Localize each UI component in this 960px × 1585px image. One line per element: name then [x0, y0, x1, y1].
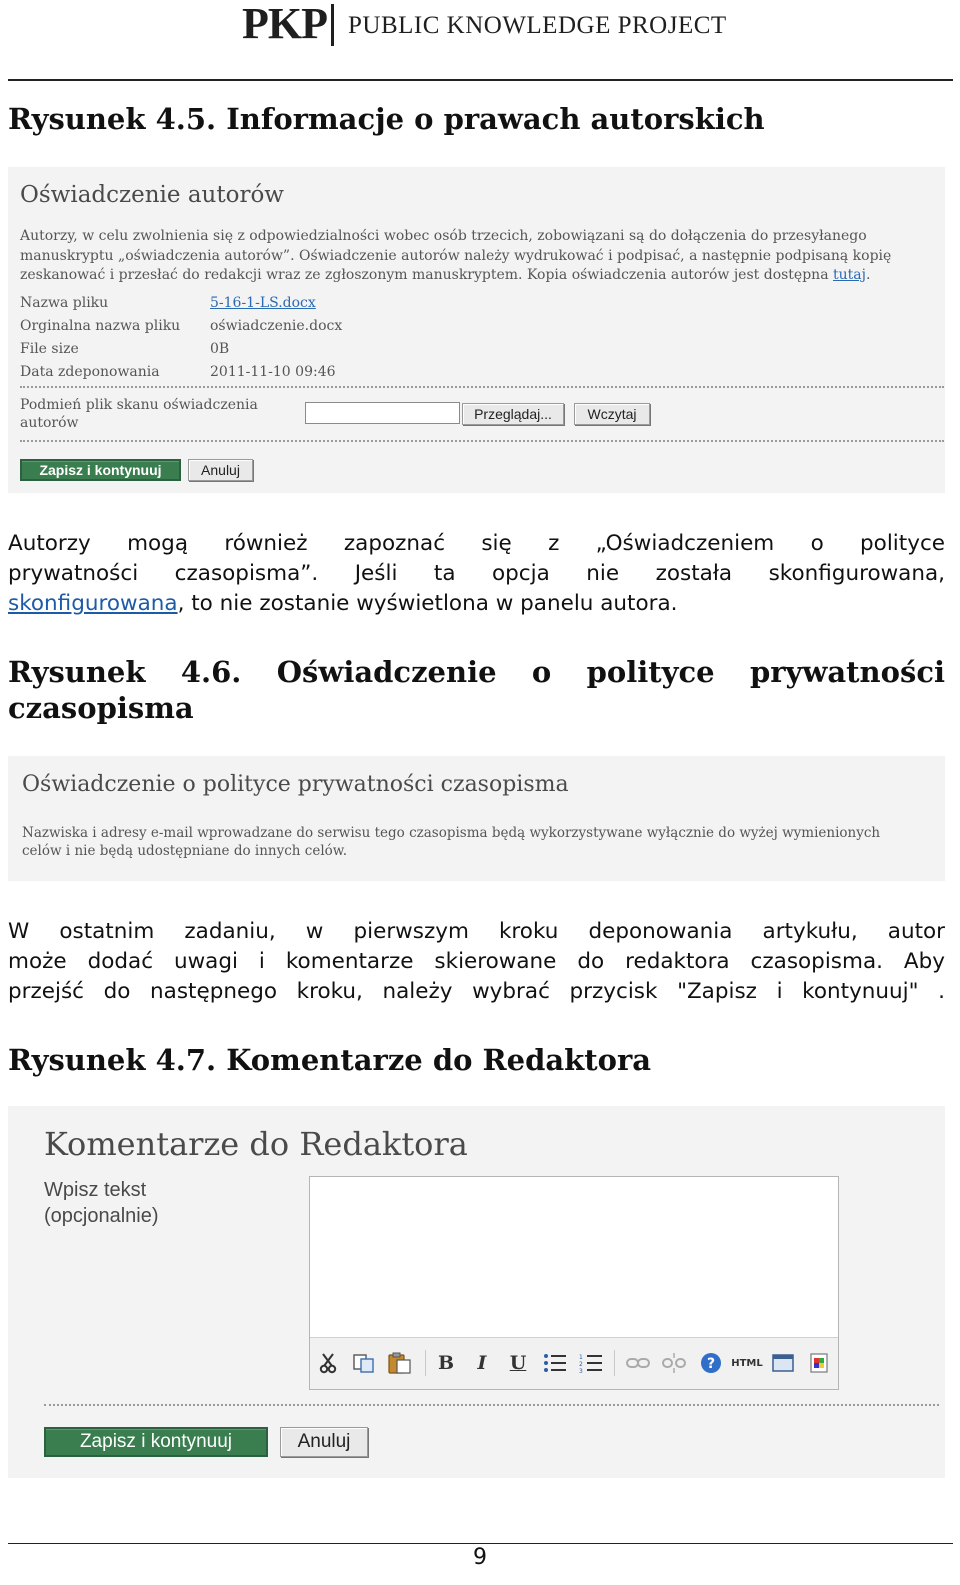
bold-icon[interactable]: B	[437, 1352, 455, 1374]
field-label-original-name: Orginalna nazwa pliku	[20, 318, 181, 334]
configured-link[interactable]: skonfigurowana	[8, 591, 178, 616]
figure-4-6-title: Rysunek 4.6. Oświadczenie o polityce prywatności	[8, 655, 945, 689]
paragraph-line: przejść do następnego kroku, należy wybrać przycisk "Zapisz i kontynuuj" .	[8, 979, 945, 1004]
replace-label-line: Podmień plik skanu oświadczenia	[20, 397, 258, 413]
paste-icon[interactable]	[386, 1349, 414, 1377]
comments-label-line: Wpisz tekst	[44, 1179, 147, 1201]
svg-text:1: 1	[579, 1354, 583, 1361]
cut-icon[interactable]	[317, 1349, 339, 1377]
cancel-button[interactable]: Anuluj	[280, 1427, 368, 1457]
paragraph-line: prywatności czasopisma”. Jeśli ta opcja nie została skonfigurowana,	[8, 561, 945, 586]
field-value-date: 2011-11-10 09:46	[210, 364, 336, 380]
cancel-button[interactable]: Anuluj	[188, 459, 253, 481]
figure-4-6-title-cont: czasopisma	[8, 691, 194, 725]
paragraph-comments-intro	[8, 917, 945, 1007]
comments-label-line: (opcjonalnie)	[44, 1205, 159, 1227]
section-divider	[44, 1404, 939, 1406]
section-divider	[20, 386, 944, 388]
authors-statement-title: Oświadczenie autorów	[20, 182, 284, 208]
upload-button[interactable]: Wczytaj	[574, 403, 650, 425]
comments-label	[44, 1177, 159, 1229]
fullscreen-icon[interactable]	[770, 1349, 796, 1377]
field-label-file-size: File size	[20, 341, 79, 357]
org-name: PUBLIC KNOWLEDGE PROJECT	[348, 12, 727, 39]
editor-comments-title: Komentarze do Redaktora	[44, 1125, 468, 1163]
svg-text:2: 2	[579, 1361, 583, 1368]
page-number: 9	[473, 1545, 487, 1570]
logo-divider	[331, 4, 334, 46]
figure-4-5-title: Rysunek 4.5. Informacje o prawach autorskich	[8, 102, 765, 136]
description-line-text: zeskanować i przesłać do redakcji wraz ze zgłoszonym manuskryptem. Kopia oświadczenia autorów jest dostępna	[20, 267, 829, 283]
unlink-icon[interactable]	[661, 1349, 687, 1377]
copy-icon[interactable]	[351, 1349, 377, 1377]
save-continue-button[interactable]: Zapisz i kontynuuj	[44, 1427, 268, 1457]
replace-file-label	[20, 396, 258, 432]
paragraph-line: Autorzy mogą również zapoznać się z „Oświadczeniem o polityce	[8, 531, 945, 556]
figure-4-7-title: Rysunek 4.7. Komentarze do Redaktora	[8, 1043, 652, 1077]
paragraph-line	[8, 589, 945, 619]
help-icon[interactable]	[698, 1349, 724, 1377]
template-download-link[interactable]: tutaj	[833, 267, 866, 283]
paragraph-privacy-intro	[8, 529, 945, 619]
field-label-date: Data zdeponowania	[20, 364, 160, 380]
svg-text:3: 3	[579, 1368, 583, 1373]
toolbar-separator	[425, 1350, 426, 1376]
file-path-input[interactable]	[305, 402, 460, 424]
header-rule	[8, 79, 953, 81]
privacy-line: celów i nie będą udostępniane do innych celów.	[22, 843, 348, 859]
authors-statement-description	[20, 227, 930, 286]
image-icon[interactable]	[806, 1349, 832, 1377]
italic-icon[interactable]: I	[477, 1352, 487, 1374]
save-continue-button[interactable]: Zapisz i kontynuuj	[20, 459, 181, 481]
description-line	[20, 266, 930, 286]
underline-icon[interactable]: U	[509, 1352, 527, 1374]
bullet-list-icon[interactable]	[542, 1349, 568, 1377]
privacy-statement-text	[22, 824, 880, 860]
comments-textarea[interactable]	[310, 1177, 838, 1337]
html-icon[interactable]: HTML	[731, 1357, 763, 1369]
browse-button[interactable]: Przeglądaj...	[462, 403, 564, 425]
privacy-line: Nazwiska i adresy e-mail wprowadzane do serwisu tego czasopisma będą wykorzystywane wyłącznie do wyżej wymienionych	[22, 825, 881, 841]
page-header	[0, 0, 960, 60]
paragraph-line-rest: , to nie zostanie wyświetlona w panelu autora.	[177, 591, 678, 616]
privacy-statement-title: Oświadczenie o polityce prywatności czasopisma	[22, 772, 569, 797]
field-value-original-name: oświadczenie.docx	[210, 318, 343, 334]
replace-label-line: autorów	[20, 415, 79, 431]
link-icon[interactable]	[625, 1349, 651, 1377]
paragraph-line: może dodać uwagi i komentarze skierowane do redaktora czasopisma. Aby	[8, 949, 945, 974]
field-label-file-name: Nazwa pliku	[20, 295, 109, 311]
field-value-file-size: 0B	[210, 341, 230, 357]
numbered-list-icon[interactable]	[578, 1349, 604, 1377]
pkp-logo: PKP	[242, 0, 327, 48]
description-line: Autorzy, w celu zwolnienia się z odpowiedzialności wobec osób trzecich, zobowiązani są do dołączenia do przesyłanego	[20, 228, 867, 244]
description-end: .	[865, 267, 871, 283]
description-line: manuskryptu „oświadczenia autorów”. Oświadczenie autorów należy wydrukować i podpisać, a następnie podpisaną kopię	[20, 247, 892, 264]
toolbar-separator	[614, 1350, 615, 1376]
svg-text:?: ?	[706, 1356, 716, 1372]
section-divider	[20, 440, 944, 442]
field-value-file-name[interactable]: 5-16-1-LS.docx	[210, 295, 316, 311]
paragraph-line: W ostatnim zadaniu, w pierwszym kroku deponowania artykułu, autor	[8, 919, 945, 944]
